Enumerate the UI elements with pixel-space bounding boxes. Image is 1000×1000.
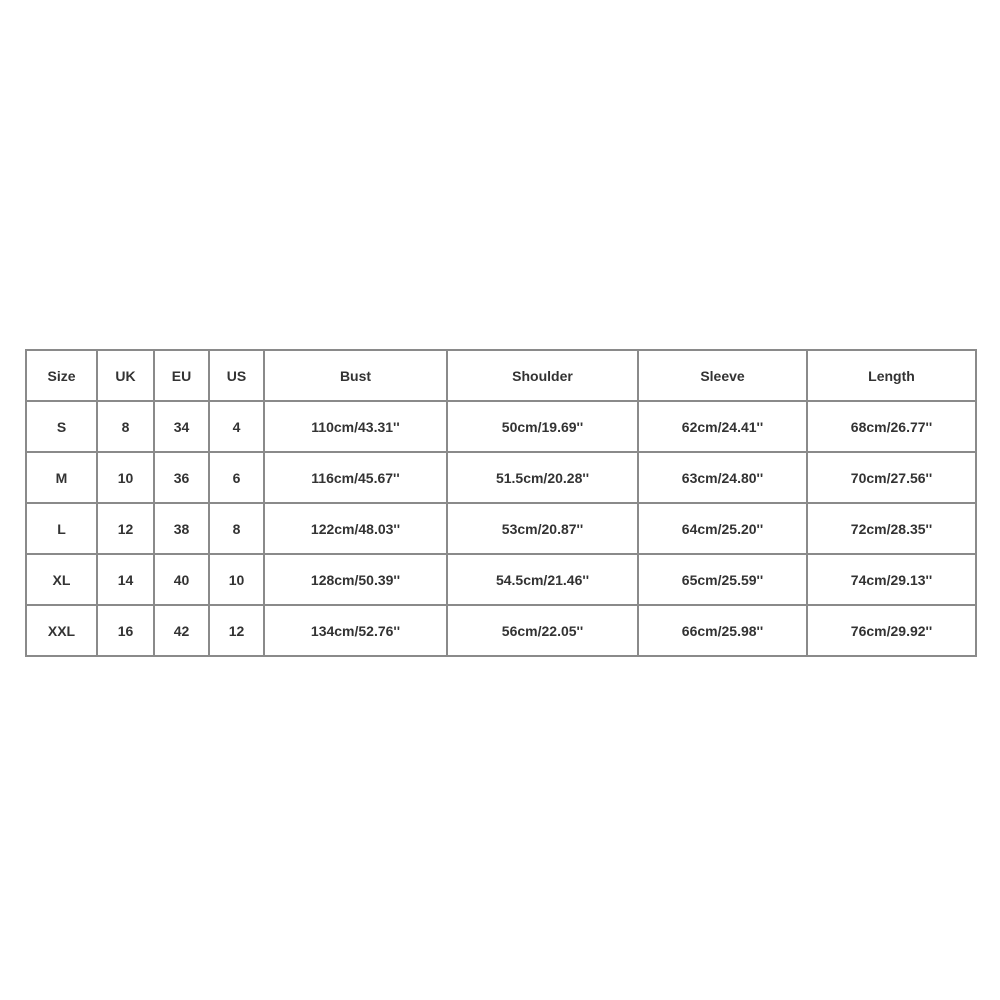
header-cell: Sleeve — [638, 350, 807, 401]
header-cell: UK — [97, 350, 154, 401]
header-cell: Shoulder — [447, 350, 638, 401]
table-cell: 4 — [209, 401, 264, 452]
table-cell: 40 — [154, 554, 209, 605]
table-row — [26, 503, 976, 554]
table-cell: 36 — [154, 452, 209, 503]
table-cell: 116cm/45.67'' — [264, 452, 447, 503]
table-cell: 110cm/43.31'' — [264, 401, 447, 452]
table-cell: XL — [26, 554, 97, 605]
table-cell: 72cm/28.35'' — [807, 503, 976, 554]
table-cell: 70cm/27.56'' — [807, 452, 976, 503]
header-cell: Size — [26, 350, 97, 401]
table-row — [26, 554, 976, 605]
table-cell: XXL — [26, 605, 97, 656]
table-cell: 63cm/24.80'' — [638, 452, 807, 503]
table-cell: 12 — [97, 503, 154, 554]
table-row — [26, 452, 976, 503]
table-cell: L — [26, 503, 97, 554]
table-cell: S — [26, 401, 97, 452]
table-cell: 64cm/25.20'' — [638, 503, 807, 554]
header-cell: EU — [154, 350, 209, 401]
table-cell: 42 — [154, 605, 209, 656]
table-cell: 65cm/25.59'' — [638, 554, 807, 605]
table-cell: 8 — [97, 401, 154, 452]
header-cell: Length — [807, 350, 976, 401]
table-row — [26, 401, 976, 452]
header-cell: Bust — [264, 350, 447, 401]
table-cell: 56cm/22.05'' — [447, 605, 638, 656]
table-cell: 66cm/25.98'' — [638, 605, 807, 656]
header-row — [26, 350, 976, 401]
table-cell: 38 — [154, 503, 209, 554]
table-cell: 8 — [209, 503, 264, 554]
table-cell: 53cm/20.87'' — [447, 503, 638, 554]
table-cell: M — [26, 452, 97, 503]
table-cell: 14 — [97, 554, 154, 605]
table-cell: 76cm/29.92'' — [807, 605, 976, 656]
table-cell: 68cm/26.77'' — [807, 401, 976, 452]
table-cell: 10 — [209, 554, 264, 605]
table-row — [26, 605, 976, 656]
table-cell: 50cm/19.69'' — [447, 401, 638, 452]
size-chart-table — [25, 349, 977, 657]
table-cell: 62cm/24.41'' — [638, 401, 807, 452]
table-cell: 6 — [209, 452, 264, 503]
table-cell: 134cm/52.76'' — [264, 605, 447, 656]
table-cell: 51.5cm/20.28'' — [447, 452, 638, 503]
table-cell: 12 — [209, 605, 264, 656]
table-cell: 122cm/48.03'' — [264, 503, 447, 554]
table-cell: 74cm/29.13'' — [807, 554, 976, 605]
table-cell: 10 — [97, 452, 154, 503]
header-cell: US — [209, 350, 264, 401]
table-cell: 16 — [97, 605, 154, 656]
table-cell: 34 — [154, 401, 209, 452]
table-cell: 54.5cm/21.46'' — [447, 554, 638, 605]
table-cell: 128cm/50.39'' — [264, 554, 447, 605]
